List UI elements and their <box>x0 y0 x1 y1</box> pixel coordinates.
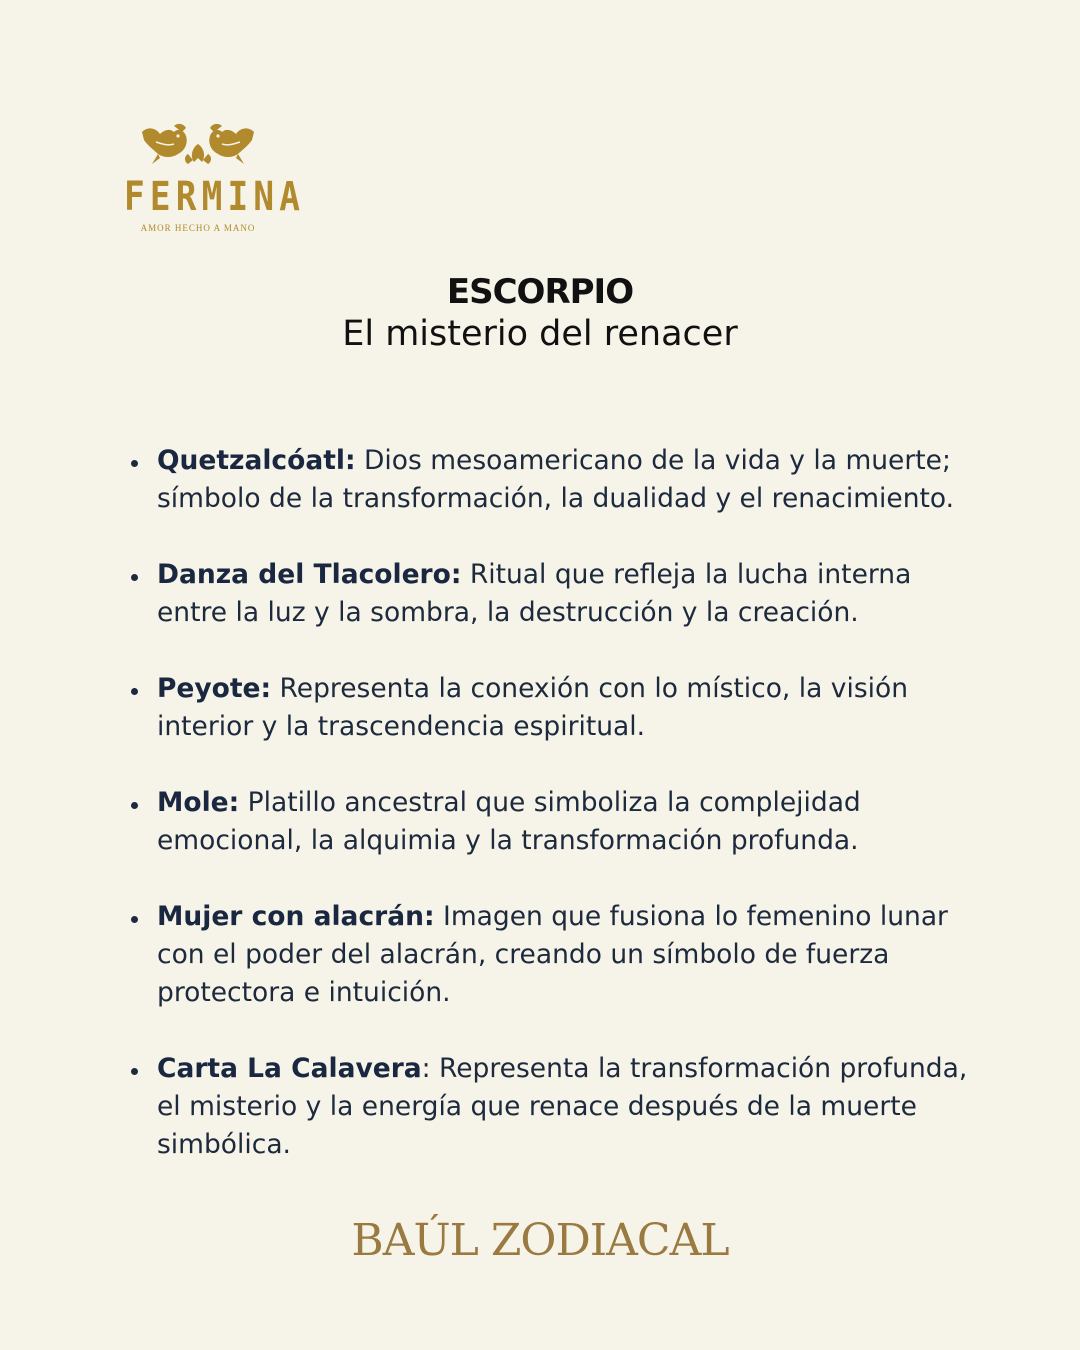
bullet-icon <box>131 1068 138 1075</box>
item-term: Quetzalcóatl: <box>157 445 356 476</box>
brand-name: FERMINA <box>124 174 306 220</box>
brand-tagline: AMOR HECHO A MANO <box>140 223 256 233</box>
item-term: Mole: <box>157 787 240 818</box>
footer-title: BAÚL ZODIACAL <box>351 1215 729 1266</box>
list-item <box>128 1050 978 1164</box>
list-item <box>128 556 978 632</box>
bullet-icon <box>131 802 138 809</box>
list-item <box>128 898 978 1012</box>
bullet-icon <box>131 460 138 467</box>
list-item <box>128 670 978 746</box>
symbol-list <box>128 442 978 1164</box>
item-term: Carta La Calavera <box>157 1053 422 1084</box>
page-subtitle: El misterio del renacer <box>342 314 738 354</box>
item-description: Imagen que fusiona lo femenino lunar con el poder del alacrán, creando un símbolo de fuerza protectora e intuición. <box>157 901 948 1008</box>
item-term: Mujer con alacrán: <box>157 901 435 932</box>
two-birds-icon <box>138 122 258 168</box>
item-description: Ritual que refleja la lucha interna entre la luz y la sombra, la destrucción y la creación. <box>157 559 912 628</box>
item-term: Danza del Tlacolero: <box>157 559 462 590</box>
item-description: Representa la conexión con lo místico, la visión interior y la trascendencia espiritual. <box>157 673 909 742</box>
item-description: Platillo ancestral que simboliza la complejidad emocional, la alquimia y la transformación profunda. <box>157 787 861 856</box>
list-item <box>128 442 978 518</box>
bullet-icon <box>131 688 138 695</box>
list-item <box>128 784 978 860</box>
page-title: ESCORPIO <box>446 272 634 312</box>
item-term: Peyote: <box>157 673 272 704</box>
bullet-icon <box>131 574 138 581</box>
item-description: Dios mesoamericano de la vida y la muerte; símbolo de la transformación, la dualidad y el renacimiento. <box>157 445 955 514</box>
item-description: : Representa la transformación profunda, el misterio y la energía que renace después de la muerte simbólica. <box>157 1053 968 1160</box>
bullet-icon <box>131 916 138 923</box>
brand-logo <box>112 122 306 238</box>
